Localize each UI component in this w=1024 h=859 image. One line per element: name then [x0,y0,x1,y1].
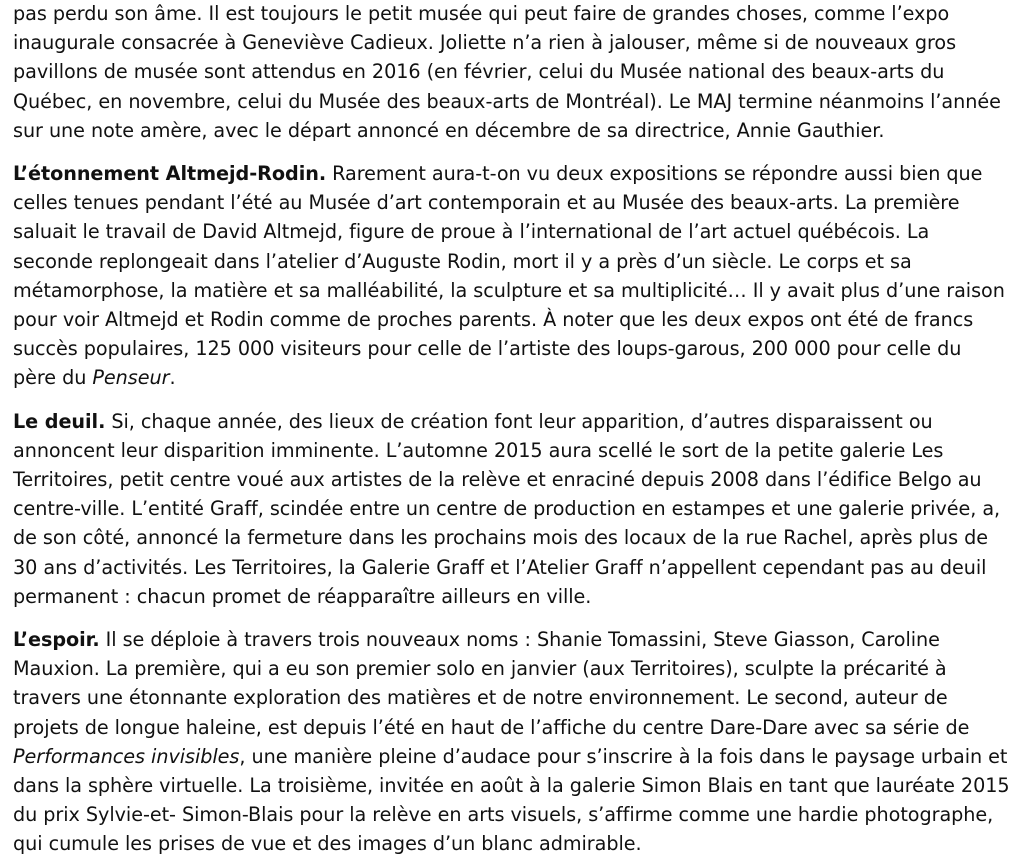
paragraph-text-part-1: Rarement aura-t-on vu deux expositions se répondre aussi bien que celles tenues pendant l’été au Musée d’art contemporain et au Musée des beaux-arts. La première saluait le travail de David Altmejd, figure de proue à l’international de l’art actuel québécois. La seconde replongeait dans l’atelier d’Auguste Rodin, mort il y a près d’un siècle. Le corps et sa métamorphose, la matière et sa malléabilité, la sculpture et sa multiplicité… Il y avait plus d’une raison pour voir Altmejd et Rodin comme de proches parents. À noter que les deux expos ont été de francs succès populaires, 125 000 visiteurs pour celle de l’artiste des loups-garous, 200 000 pour celle du père du [13,162,1005,390]
paragraph-continuation-maj [13,0,1010,145]
paragraph-lead-le-deuil: Le deuil. [13,409,106,433]
paragraph-text: pas perdu son âme. Il est toujours le petit musée qui peut faire de grandes choses, comme l’expo inaugurale consacrée à Geneviève Cadieux. Joliette n’a rien à jalouser, même si de nouveaux gros pavillons de musée sont attendus en 2016 (en février, celui du Musée national des beaux-arts du Québec, en novembre, celui du Musée des beaux-arts de Montréal). Le MAJ termine néanmoins l’année sur une note amère, avec le départ annoncé en décembre de sa directrice, Annie Gauthier. [13,2,1001,142]
paragraph-lead-lespoir: L’espoir. [13,628,100,652]
paragraph-text-part-1: Il se déploie à travers trois nouveaux noms : Shanie Tomassini, Steve Giasson, Caroline Mauxion. La première, qui a eu son premier solo en janvier (aux Territoires), sculpte la précarité à travers une étonnante exploration des matières et de notre environnement. Le second, auteur de projets de longue haleine, est depuis l’été en haut de l’affiche du centre Dare-Dare avec sa série de [13,628,970,739]
italic-title-penseur: Penseur [92,366,170,390]
paragraph-lespoir [13,625,1010,859]
paragraph-text: Si, chaque année, des lieux de création font leur apparition, d’autres disparaissent ou annoncent leur disparition imminente. L’automne 2015 aura scellé le sort de la petite galerie Les Territoires, petit centre voué aux artistes de la relève et enraciné depuis 2008 dans l’édifice Belgo au centre-ville. L’entité Graff, scindée entre un centre de production en estampes et une galerie privée, a, de son côté, annoncé la fermeture dans les prochains mois des locaux de la rue Rachel, après plus de 30 ans d’activités. Les Territoires, la Galerie Graff et l’Atelier Graff n’appellent cependant pas au deuil permanent : chacun promet de réapparaître ailleurs en ville. [13,409,1001,608]
paragraph-text-part-2: . [169,366,176,390]
paragraph-text-part-2: , une manière pleine d’audace pour s’inscrire à la fois dans le paysage urbain et dans la sphère virtuelle. La troisième, invitée en août à la galerie Simon Blais en tant que lauréate 2015 du prix Sylvie-et- Simon-Blais pour la relève en arts visuels, s’affirme comme une hardie photographe, qui cumule les prises de vue et des images d’un blanc admirable. [13,744,1010,856]
paragraph-altmejd-rodin [13,159,1010,393]
paragraph-lead-altmejd-rodin: L’étonnement Altmejd-Rodin. [13,162,327,186]
italic-title-performances-invisibles: Performances invisibles [13,744,240,768]
paragraph-le-deuil [13,407,1010,611]
